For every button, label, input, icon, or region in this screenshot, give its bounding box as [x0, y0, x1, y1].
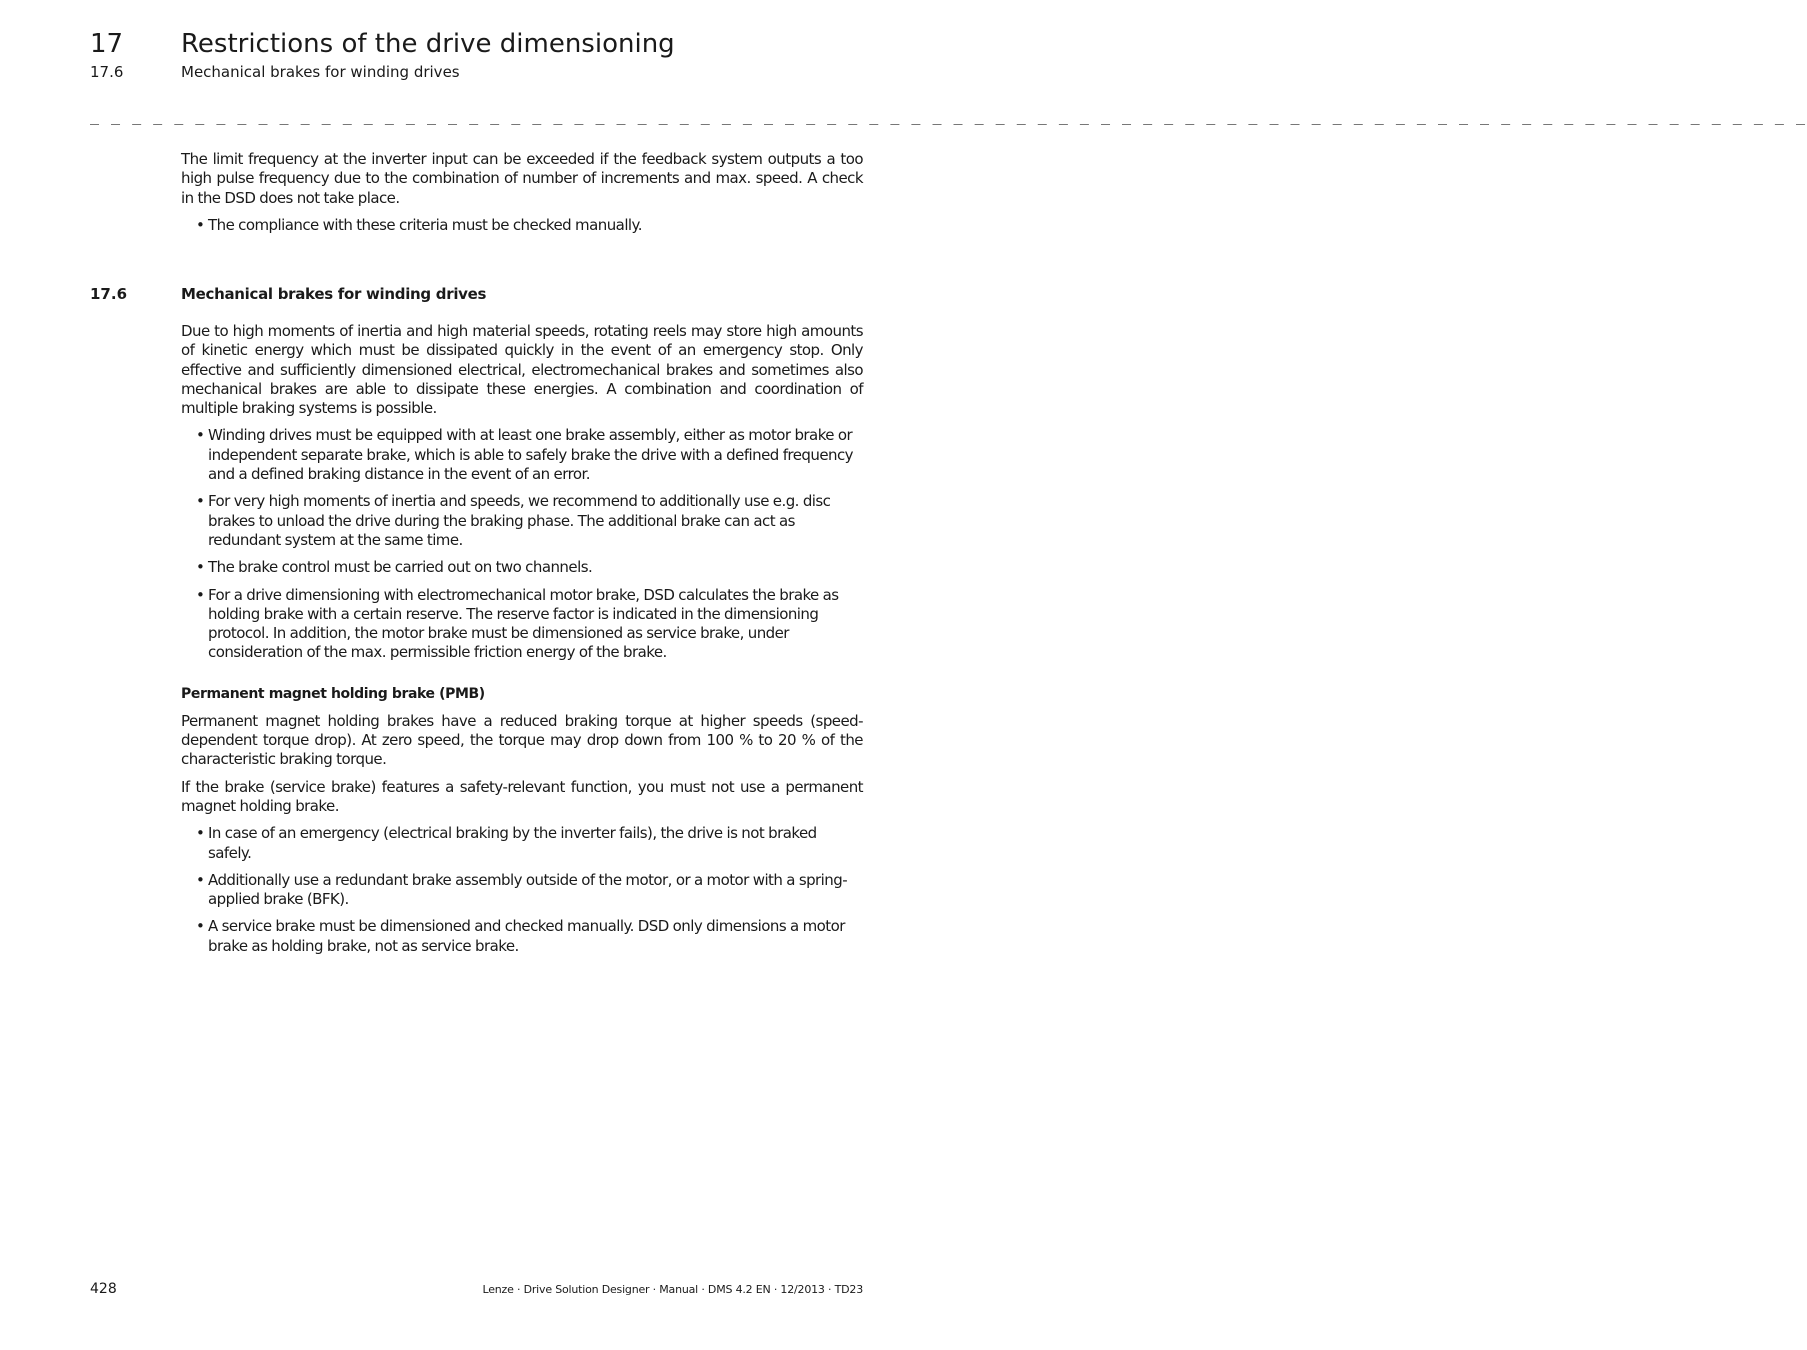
list-item: • The compliance with these criteria must be checked manually.: [196, 215, 642, 234]
intro-block: [181, 150, 863, 243]
list-item: • The brake control must be carried out on two channels.: [196, 558, 593, 577]
list-item: • A service brake must be dimensioned and checked manually. DSD only dimensions a motor brake as holding brake, not as service brake.: [196, 917, 845, 955]
section-paragraph: Due to high moments of inertia and high material speeds, rotating reels may store high amounts of kinetic energy which must be dissipated quickly in the event of an emergency stop. Only effective and sufficiently dimensioned electrical, electromechanical brakes and sometimes also mechanical brakes are able to dissipate these energies. A combination and coordination of multiple braking systems is possible.: [181, 322, 863, 418]
list-item: • Winding drives must be equipped with at least one brake assembly, either as motor brake or independent separate brake, which is able to safely brake the drive with a defined frequency and a defined braking distance in the event of an error.: [196, 426, 853, 484]
intro-bullet-list: [181, 216, 863, 235]
section-number-header: 17.6: [90, 63, 124, 81]
section-number: 17.6: [90, 285, 128, 303]
list-item: • For very high moments of inertia and speeds, we recommend to additionally use e.g. disc brakes to unload the drive during the braking phase. The additional brake can act as redundant system at the same time.: [196, 492, 831, 549]
intro-paragraph: The limit frequency at the inverter input can be exceeded if the feedback system outputs a too high pulse frequency due to the combination of number of increments and max. speed. A check in the DSD does not take place.: [181, 150, 863, 207]
chapter-title: Restrictions of the drive dimensioning: [181, 29, 675, 59]
header-dashed-rule: _ _ _ _ _ _ _ _ _ _ _ _ _ _ _ _ _ _ _ _ _ _ _ _ _ _ _ _ _ _ _ _ _ _ _ _ _ _ _ _ _ _ _ _ _ _ _ _ _ _ _ _ _ _ _ _ _ _ _ _ _ _ _ _ _ _ _ _ _ _ _ _ _ _ _ _ _ _ _ _ _ _: [90, 107, 1807, 125]
pmb-heading: Permanent magnet holding brake (PMB): [181, 685, 485, 702]
pmb-paragraph-2: If the brake (service brake) features a safety-relevant function, you must not use a permanent magnet holding brake.: [181, 777, 863, 815]
list-item: • Additionally use a redundant brake assembly outside of the motor, or a motor with a spring-applied brake (BFK).: [196, 870, 848, 909]
footer-doc-info: Lenze · Drive Solution Designer · Manual · DMS 4.2 EN · 12/2013 · TD23: [482, 1283, 863, 1296]
chapter-number: 17: [90, 29, 124, 59]
section-title: Mechanical brakes for winding drives: [181, 285, 487, 303]
section-body: [181, 322, 863, 964]
list-item: • For a drive dimensioning with electromechanical motor brake, DSD calculates the brake as holding brake with a certain reserve. The reserve factor is indicated in the dimensioning protocol. In addition, the motor brake must be dimensioned as service brake, under consideration of the max. permissible friction energy of the brake.: [196, 585, 839, 662]
list-item: • In case of an emergency (electrical braking by the inverter fails), the drive is not braked safely.: [196, 824, 817, 862]
section-bullet-list: [181, 426, 863, 662]
page-number: 428: [90, 1281, 117, 1297]
pmb-paragraph-1: Permanent magnet holding brakes have a reduced braking torque at higher speeds (speed-dependent torque drop). At zero speed, the torque may drop down from 100 % to 20 % of the characteristic braking torque.: [181, 711, 863, 769]
pmb-bullet-list: [181, 824, 863, 956]
section-title-header: Mechanical brakes for winding drives: [181, 63, 460, 81]
